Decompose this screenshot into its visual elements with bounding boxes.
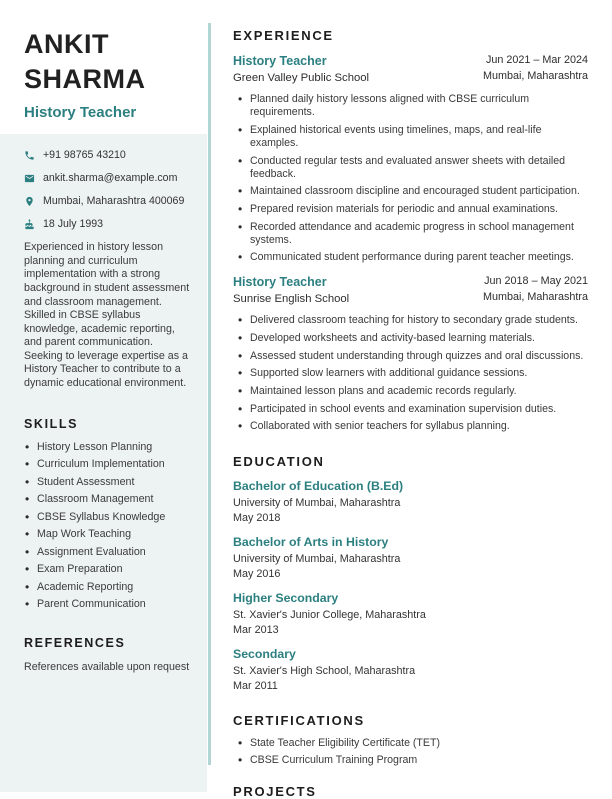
projects-heading: PROJECTS <box>233 784 317 799</box>
degree-school: St. Xavier's High School, Maharashtra <box>233 665 416 678</box>
candidate-name <box>24 27 191 97</box>
experience-heading: EXPERIENCE <box>233 28 334 43</box>
degree-title: Higher Secondary <box>233 591 339 606</box>
degree-date: May 2016 <box>233 568 281 581</box>
job-header <box>233 54 588 84</box>
vertical-divider <box>208 23 211 765</box>
job-bullet: • Explained historical events using timelines, maps, and real-life examples. <box>233 124 588 150</box>
skills-heading: SKILLS <box>24 416 79 431</box>
job-bullet: • Supported slow learners with additional guidance sessions. <box>233 367 588 380</box>
job-header-right <box>483 275 588 303</box>
contact-row-email <box>24 172 191 184</box>
degree-school: St. Xavier's Junior College, Maharashtra <box>233 609 426 622</box>
job-bullet: • Communicated student performance during parent teacher meetings. <box>233 251 588 264</box>
job-bullet-list <box>233 93 588 264</box>
job-header-left <box>233 275 349 305</box>
certifications-list <box>233 737 588 768</box>
skills-list <box>24 441 191 611</box>
references-heading: REFERENCES <box>24 636 126 651</box>
degree-date: May 2018 <box>233 512 281 525</box>
certification-item: • CBSE Curriculum Training Program <box>233 754 588 767</box>
job-bullet: • Prepared revision materials for periodic and annual examinations. <box>233 203 588 216</box>
skill-item: • Parent Communication <box>24 598 191 610</box>
phone-number: +91 98765 43210 <box>43 149 126 162</box>
birthday-icon <box>24 219 35 230</box>
job-header-right <box>483 54 588 82</box>
job-bullet: • Delivered classroom teaching for history to secondary grade students. <box>233 314 588 327</box>
job-bullet: • Collaborated with senior teachers for syllabus planning. <box>233 420 588 433</box>
degree-title: Secondary <box>233 647 296 662</box>
degree-date: Mar 2013 <box>233 624 279 637</box>
profile-summary: Experienced in history lesson planning and curriculum implementation with a strong background in student assessment and classroom management. Skilled in CBSE syllabus knowledge, academic reporting, and parent communication. Seeking to leverage expertise as a History Teacher to contribute to a dynamic educational environment. <box>24 241 190 389</box>
name-line-2: SHARMA <box>24 64 146 95</box>
experience-section <box>233 28 588 433</box>
job-bullet: • Maintained lesson plans and academic records regularly. <box>233 385 588 398</box>
skill-item: • Map Work Teaching <box>24 528 191 540</box>
skill-item: • Assignment Evaluation <box>24 546 191 558</box>
job-title: History Teacher <box>233 275 327 290</box>
skill-item: • History Lesson Planning <box>24 441 191 453</box>
education-section <box>233 454 588 693</box>
education-entry <box>233 535 588 581</box>
role-title: History Teacher <box>24 104 137 122</box>
name-block <box>0 0 207 134</box>
degree-school: University of Mumbai, Maharashtra <box>233 497 401 510</box>
job-location: Mumbai, Maharashtra <box>482 70 588 82</box>
skill-item: • CBSE Syllabus Knowledge <box>24 511 191 523</box>
email-icon <box>24 173 35 184</box>
name-line-1: ANKIT <box>24 29 109 59</box>
education-entry <box>233 479 588 525</box>
job-bullet: • Developed worksheets and activity-based learning materials. <box>233 332 588 345</box>
job-header <box>233 275 588 305</box>
references-text: References available upon request <box>24 661 190 674</box>
job-dates: Jun 2018 – May 2021 <box>484 275 588 288</box>
job-bullet: • Recorded attendance and academic progress in school management systems. <box>233 221 588 247</box>
contact-row-location <box>24 195 191 207</box>
sidebar <box>0 0 207 792</box>
job-title: History Teacher <box>233 54 327 68</box>
certification-item: • State Teacher Eligibility Certificate (TET) <box>233 737 588 750</box>
job-bullet: • Planned daily history lessons aligned with CBSE curriculum requirements. <box>233 93 588 119</box>
job-entry <box>233 275 588 433</box>
job-company: Green Valley Public School <box>233 72 370 84</box>
job-location: Mumbai, Maharashtra <box>482 291 588 304</box>
education-heading: EDUCATION <box>233 454 325 470</box>
job-bullet: • Assessed student understanding through quizzes and oral discussions. <box>233 350 588 363</box>
birthday-text: 18 July 1993 <box>43 218 104 231</box>
job-bullet: • Participated in school events and examination supervision duties. <box>233 403 588 416</box>
job-bullet-list <box>233 314 588 433</box>
education-entry <box>233 591 588 637</box>
skill-item: • Academic Reporting <box>24 581 191 593</box>
skill-item: • Classroom Management <box>24 493 191 505</box>
sidebar-panel <box>0 134 207 792</box>
job-header-left <box>233 54 369 84</box>
contact-row-birthday <box>24 218 191 230</box>
degree-title: Bachelor of Arts in History <box>233 535 389 550</box>
location-icon <box>24 196 35 207</box>
skill-item: • Curriculum Implementation <box>24 458 191 470</box>
location-text: Mumbai, Maharashtra 400069 <box>43 195 185 208</box>
job-company: Sunrise English School <box>233 293 350 306</box>
contact-row-phone <box>24 149 191 161</box>
skill-item: • Student Assessment <box>24 476 191 488</box>
email-address: ankit.sharma@example.com <box>43 172 178 185</box>
phone-icon <box>24 150 35 161</box>
job-entry <box>233 54 588 264</box>
degree-title: Bachelor of Education (B.Ed) <box>233 479 404 494</box>
degree-date: Mar 2011 <box>233 680 278 693</box>
job-bullet: • Maintained classroom discipline and encouraged student participation. <box>233 185 588 198</box>
education-entry <box>233 647 588 693</box>
main-column <box>233 28 588 799</box>
job-dates: Jun 2021 – Mar 2024 <box>485 54 588 66</box>
certifications-section <box>233 713 588 768</box>
certifications-heading: CERTIFICATIONS <box>233 712 365 728</box>
job-bullet: • Conducted regular tests and evaluated answer sheets with detailed feedback. <box>233 155 588 181</box>
degree-school: University of Mumbai, Maharashtra <box>233 553 401 566</box>
skill-item: • Exam Preparation <box>24 563 191 575</box>
